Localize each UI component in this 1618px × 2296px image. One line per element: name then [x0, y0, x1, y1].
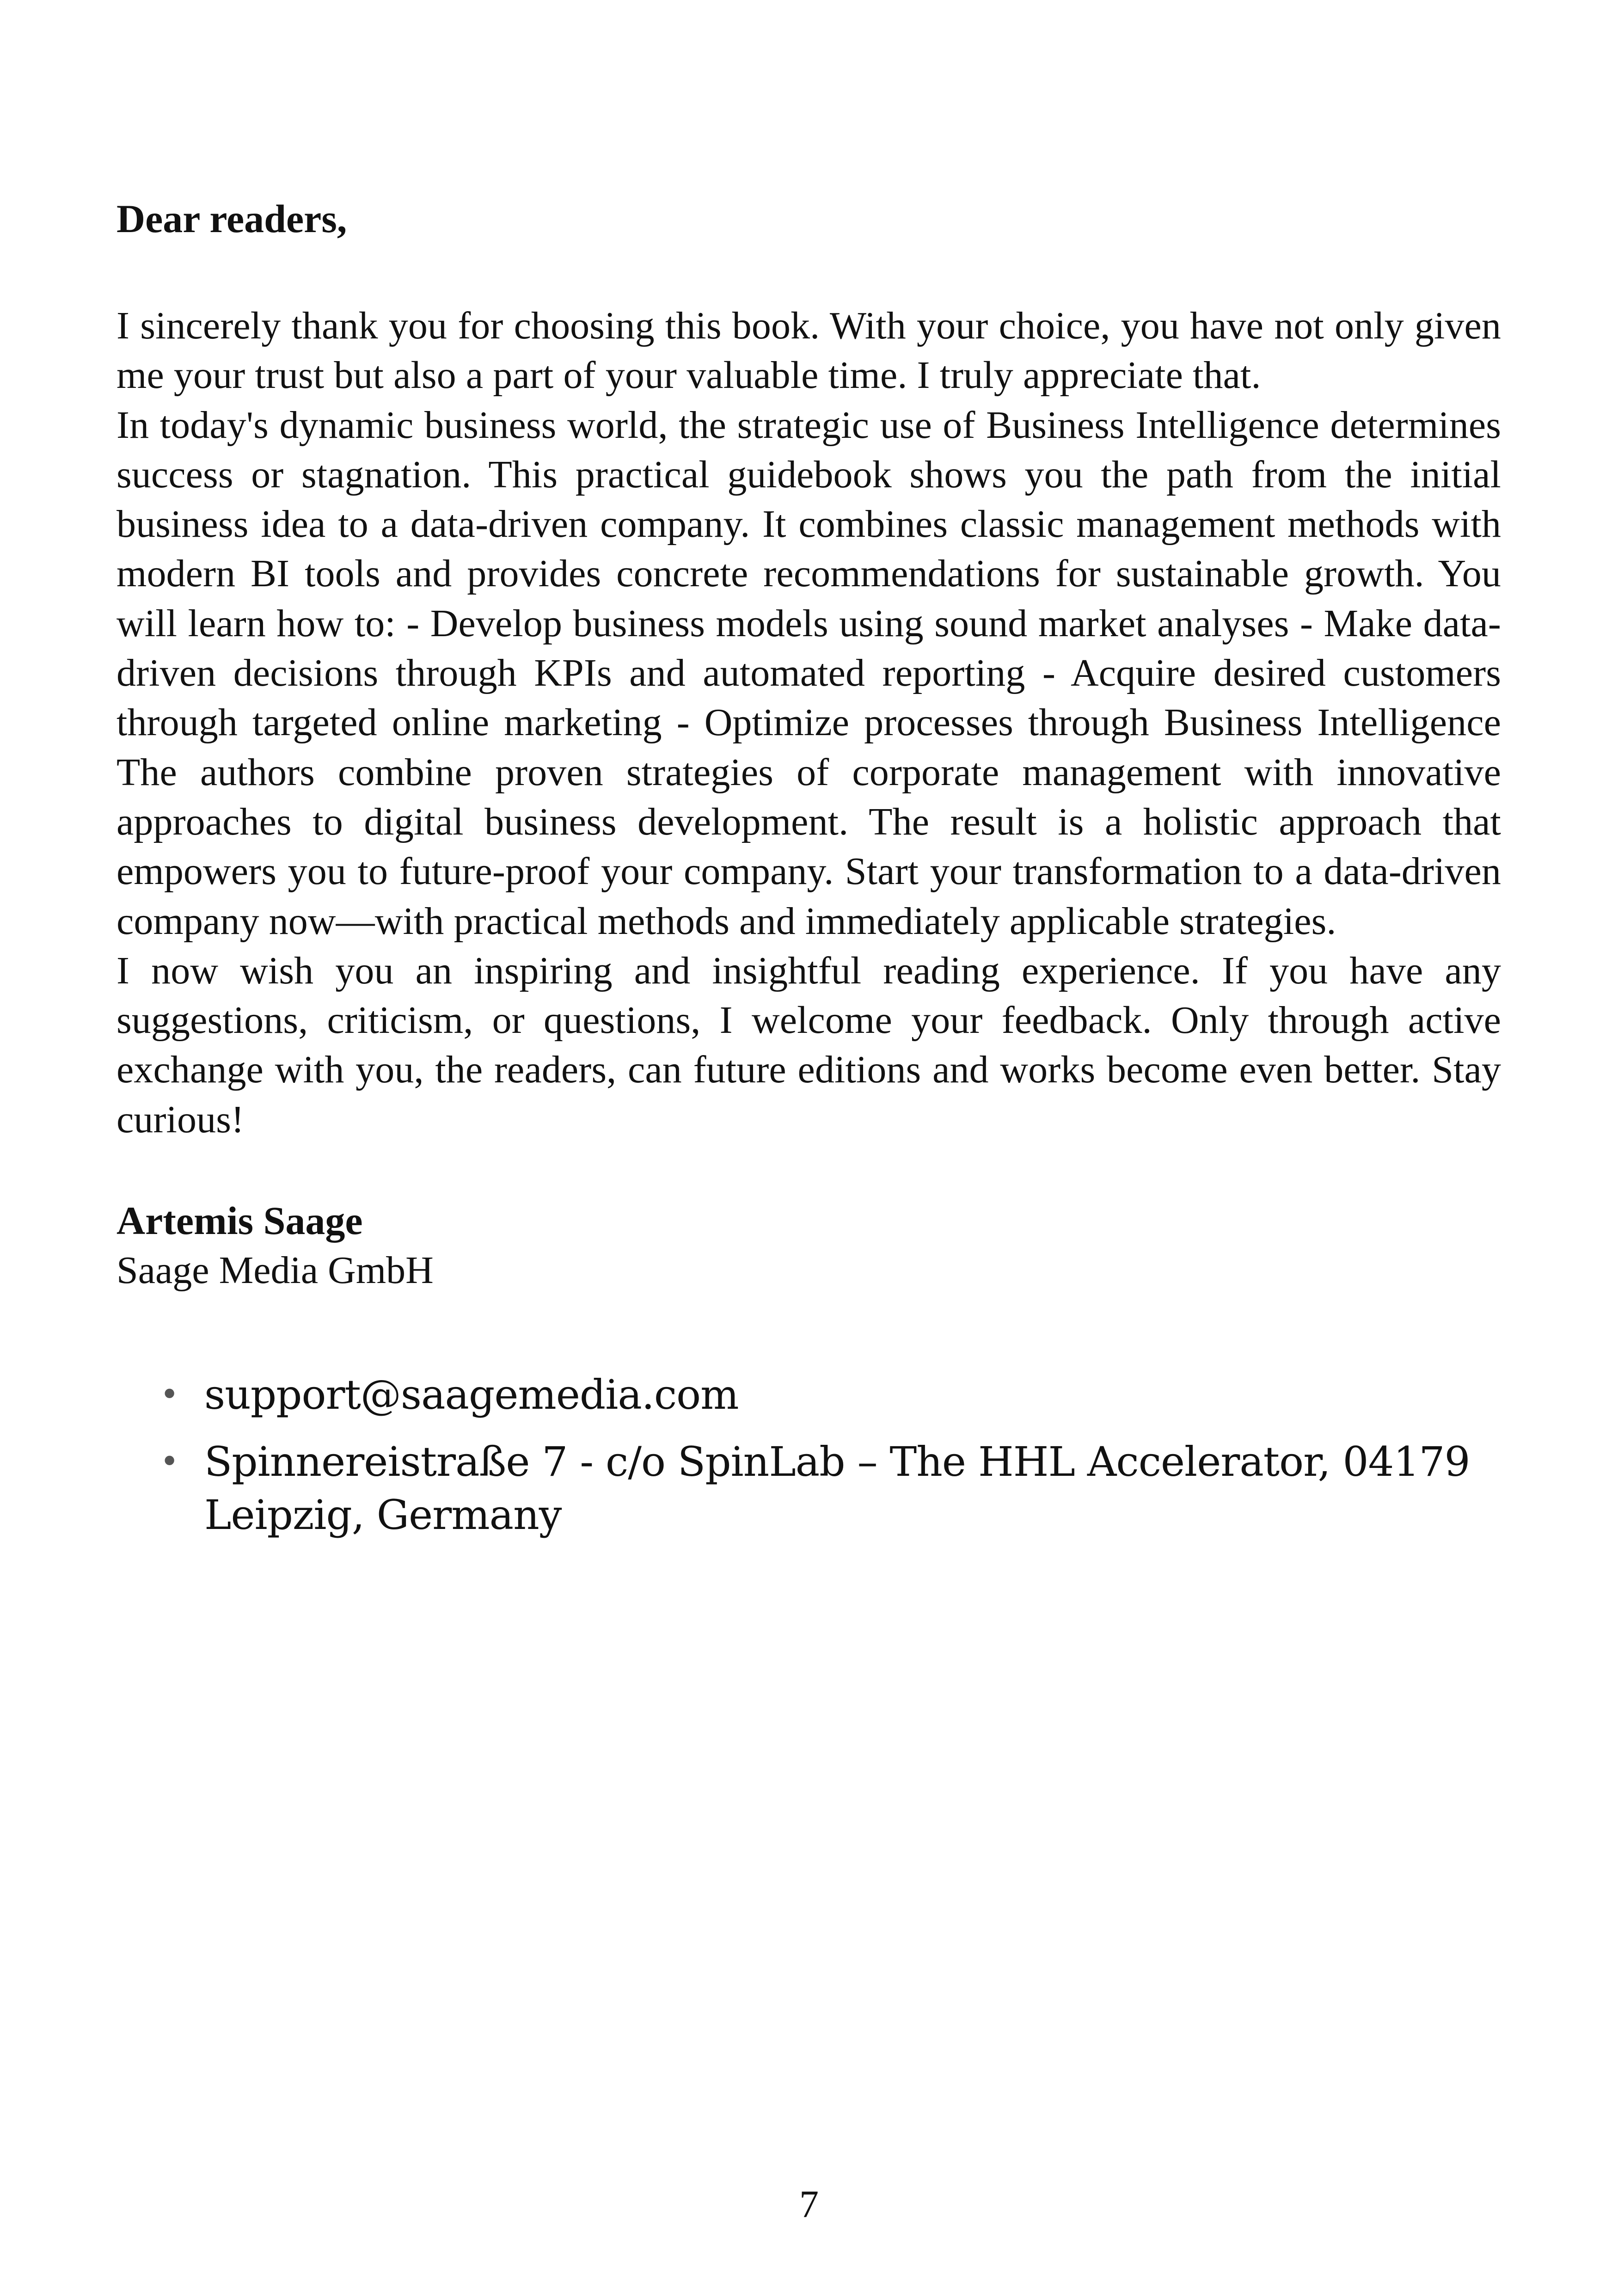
contact-address-item: [116, 1435, 1501, 1541]
company-name: Saage Media GmbH: [116, 1249, 434, 1292]
paragraph-closing: I now wish you an inspiring and insightful reading experience. If you have any suggestions, criticism, or questions, I welcome your feedback. Only through active exchange with you, the readers, can future editions and works become even better. Stay curious!: [116, 949, 1501, 1141]
bullet-icon: •: [160, 1375, 179, 1414]
paragraph-thanks: I sincerely thank you for choosing this book. With your choice, you have not only given me your trust but also a part of your valuable time. I truly appreciate that.: [116, 304, 1501, 397]
contact-email-item: [116, 1368, 1501, 1421]
contact-address: Spinnereistraße 7 - c/o SpinLab – The HHL Accelerator, 04179 Leipzig, Germany: [204, 1438, 1470, 1539]
salutation: Dear readers,: [116, 196, 347, 241]
contact-list: [116, 1368, 1501, 1541]
signature-block: [116, 1196, 1501, 1295]
author-name: Artemis Saage: [116, 1198, 363, 1243]
paragraph-book-description: In today's dynamic business world, the strategic use of Business Intelligence determines success or stagnation. This practical guidebook shows you the path from the initial business idea to a data-driven company. It combines classic management methods with modern BI tools and provides concrete recommendations for sustainable growth. You will learn how to: - Develop business models using sound market analyses - Make data-driven decisions through KPIs and automated reporting - Acquire desired customers through targeted online marketing - Optimize processes through Business Intelligence The authors combine proven strategies of corporate management with innovative approaches to digital business development. The result is a holistic approach that empowers you to future-proof your company. Start your transformation to a data-driven company now—with practical methods and immediately applicable strategies.: [116, 403, 1501, 943]
page-number: 7: [799, 2183, 819, 2226]
bullet-icon: •: [160, 1443, 179, 1481]
contact-email[interactable]: support@saagemedia.com: [204, 1371, 739, 1419]
letter-body: [116, 194, 1501, 1555]
